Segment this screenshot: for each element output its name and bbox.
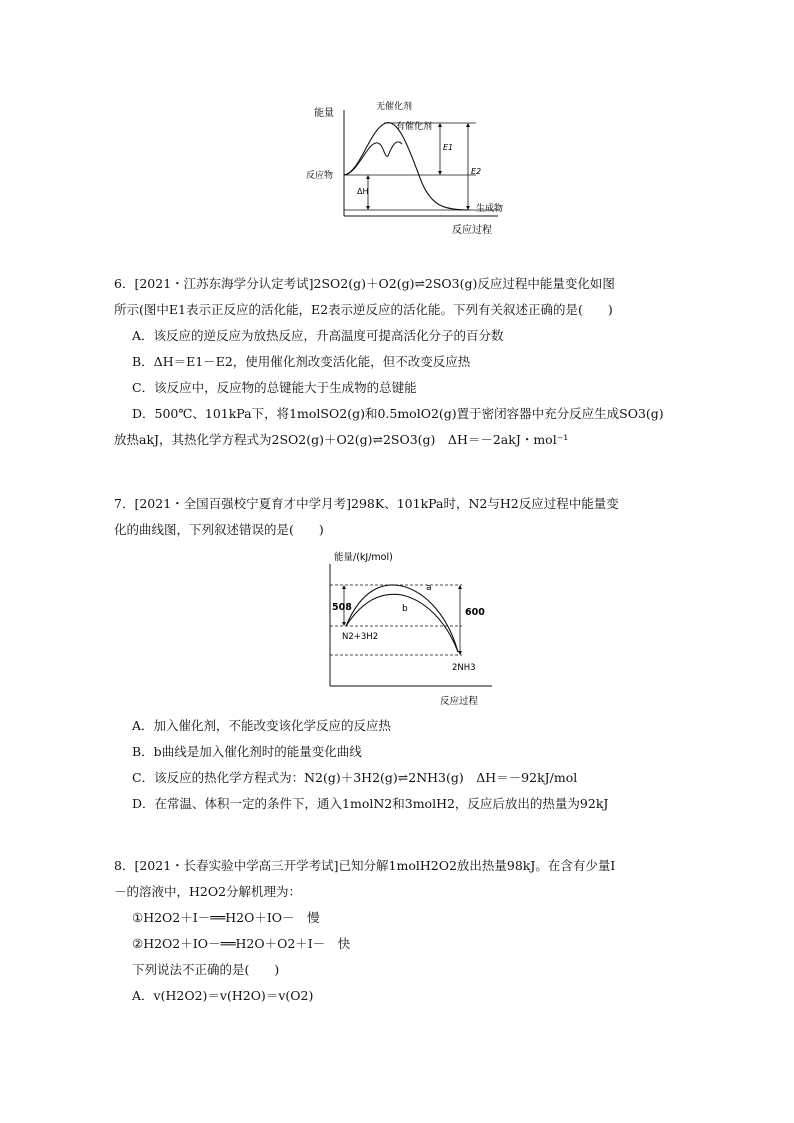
product-label: 生成物 <box>476 204 504 214</box>
curve-a-label: a <box>426 583 432 593</box>
curve-b <box>346 594 458 652</box>
energy-diagram-2 <box>322 548 502 710</box>
y-axis-label: 能量/(kJ/mol) <box>334 552 393 563</box>
curve-no-catalyst <box>344 123 470 210</box>
q8-mechanism-step-1: ①H2O2＋I－══H2O＋IO－ 慢 <box>132 910 320 925</box>
q8-question: 下列说法不正确的是( ) <box>132 962 280 977</box>
q7-option-b: B．b曲线是加入催化剂时的能量变化曲线 <box>132 744 362 759</box>
value-600-label: 600 <box>465 607 485 618</box>
e1-label: E1 <box>443 143 454 152</box>
curve-no-catalyst-label: 无催化剂 <box>376 102 413 112</box>
e2-label: E2 <box>471 167 482 176</box>
q7-intro-line-1: 7．[2021・全国百强校宁夏育才中学月考]298K、101kPa时，N2与H2反应过程中能量变 <box>114 496 619 511</box>
q6-option-d-line-2: 放热akJ，其热化学方程式为2SO2(g)＋O2(g)⇌2SO3(g) ΔH＝－2akJ・mol⁻¹ <box>114 432 569 447</box>
q7-option-c: C．该反应的热化学方程式为：N2(g)＋3H2(g)⇌2NH3(g) ΔH＝－92kJ/mol <box>132 770 578 785</box>
q6-option-d-line-1: D．500℃、101kPa下，将1molSO2(g)和0.5molO2(g)置于密闭容器中充分反应生成SO3(g) <box>132 406 664 421</box>
value-508-label: 508 <box>332 602 352 613</box>
y-axis-label: 能量 <box>314 108 334 119</box>
q8-mechanism-step-2: ②H2O2＋IO－══H2O＋O2＋I－ 快 <box>132 936 351 951</box>
product-label: 2NH3 <box>452 663 476 673</box>
reactant-label: N2+3H2 <box>342 632 379 642</box>
q6-intro-line-2: 所示(图中E1表示正反应的活化能，E2表示逆反应的活化能。下列有关叙述正确的是( ) <box>114 302 613 317</box>
x-axis-label: 反应过程 <box>452 225 492 236</box>
curve-b-label: b <box>402 604 408 614</box>
curve-with-catalyst <box>344 142 402 175</box>
q8-intro-line-2: －的溶液中，H2O2分解机理为： <box>114 884 302 899</box>
q6-option-b: B．ΔH＝E1－E2，使用催化剂改变活化能，但不改变反应热 <box>132 354 471 369</box>
energy-diagram-1 <box>300 98 510 238</box>
q8-option-a: A．v(H2O2)＝v(H2O)＝v(O2) <box>132 988 314 1003</box>
q8-intro-line-1: 8．[2021・长春实验中学高三开学考试]已知分解1molH2O2放出热量98kJ。在含有少量I <box>114 858 616 873</box>
q6-option-c: C．该反应中，反应物的总键能大于生成物的总键能 <box>132 380 417 395</box>
q6-option-a: A．该反应的逆反应为放热反应，升高温度可提高活化分子的百分数 <box>132 328 504 343</box>
curve-catalyst-label: 有催化剂 <box>396 122 433 132</box>
q7-option-a: A．加入催化剂，不能改变该化学反应的反应热 <box>132 718 392 733</box>
q6-intro-line-1: 6．[2021・江苏东海学分认定考试]2SO2(g)＋O2(g)⇌2SO3(g)反应过程中能量变化如图 <box>114 276 615 291</box>
dh-label: ΔH <box>357 187 369 196</box>
reactant-label: 反应物 <box>306 171 334 181</box>
x-axis-label: 反应过程 <box>440 696 479 707</box>
q7-intro-line-2: 化的曲线图，下列叙述错误的是( ) <box>114 522 324 537</box>
q7-option-d: D．在常温、体积一定的条件下，通入1molN2和3molH2，反应后放出的热量为92kJ <box>132 796 609 811</box>
